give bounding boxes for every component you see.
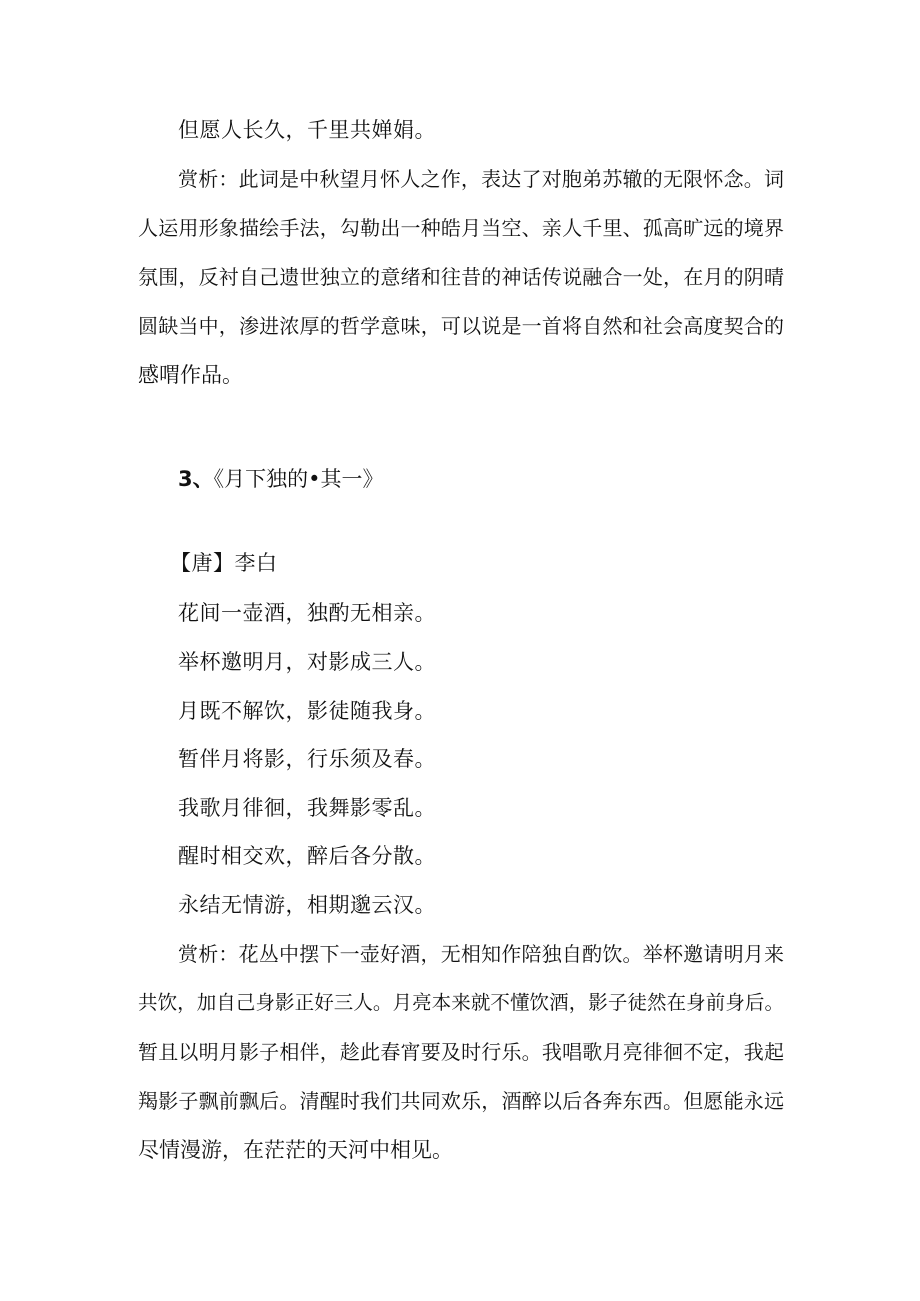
poem-line: 花间一壶酒，独酌无相亲。 [178, 601, 436, 625]
appreciation-line: 赏析：花丛中摆下一壶好酒，无相知作陪独自酌饮。举杯邀请明月来 [178, 942, 784, 966]
poem-line: 永结无情游，相期邈云汉。 [178, 893, 436, 917]
poem-line: 暂伴月将影，行乐须及春。 [178, 747, 436, 771]
poem-line: 我歌月徘徊，我舞影零乱。 [178, 796, 436, 820]
section-heading [178, 465, 384, 493]
appreciation-line: 共饮，加自己身影正好三人。月亮本来就不懂饮酒，影子徒然在身前身后。 [138, 991, 784, 1014]
appreciation-line: 感喟作品。 [138, 363, 243, 387]
appreciation-line: 尽情漫游，在茫茫的天河中相见。 [138, 1138, 453, 1162]
appreciation-line: 氛围，反衬自己遗世独立的意绪和往昔的神话传说融合一处，在月的阴晴 [138, 265, 784, 289]
section-number: 3、 [178, 467, 214, 491]
appreciation-line: 人运用形象描绘手法，勾勒出一种皓月当空、亲人千里、孤高旷远的境界 [138, 216, 784, 240]
section-title: 《月下独的•其一》 [213, 467, 384, 491]
poem-line: 醒时相交欢，醉后各分散。 [178, 844, 436, 868]
appreciation-line: 赏析：此词是中秋望月怀人之作，表达了对胞弟苏辙的无限怀念。词 [178, 167, 784, 191]
appreciation-line: 暂且以明月影子相伴，趁此春宵要及时行乐。我唱歌月亮徘徊不定，我起 [138, 1040, 784, 1064]
poem-author: 【唐】李白 [170, 551, 278, 575]
poem-line: 月既不解饮，影徒随我身。 [178, 699, 436, 723]
appreciation-line: 圆缺当中，渗进浓厚的哲学意味，可以说是一首将自然和社会高度契合的 [138, 314, 784, 338]
poem-line: 举杯邀明月，对影成三人。 [178, 650, 436, 674]
appreciation-line: 羯影子飘前飘后。清醒时我们共同欢乐，酒醉以后各奔东西。但愿能永远 [138, 1089, 784, 1113]
poem-closing-line: 但愿人长久，千里共婵娟。 [178, 118, 436, 142]
